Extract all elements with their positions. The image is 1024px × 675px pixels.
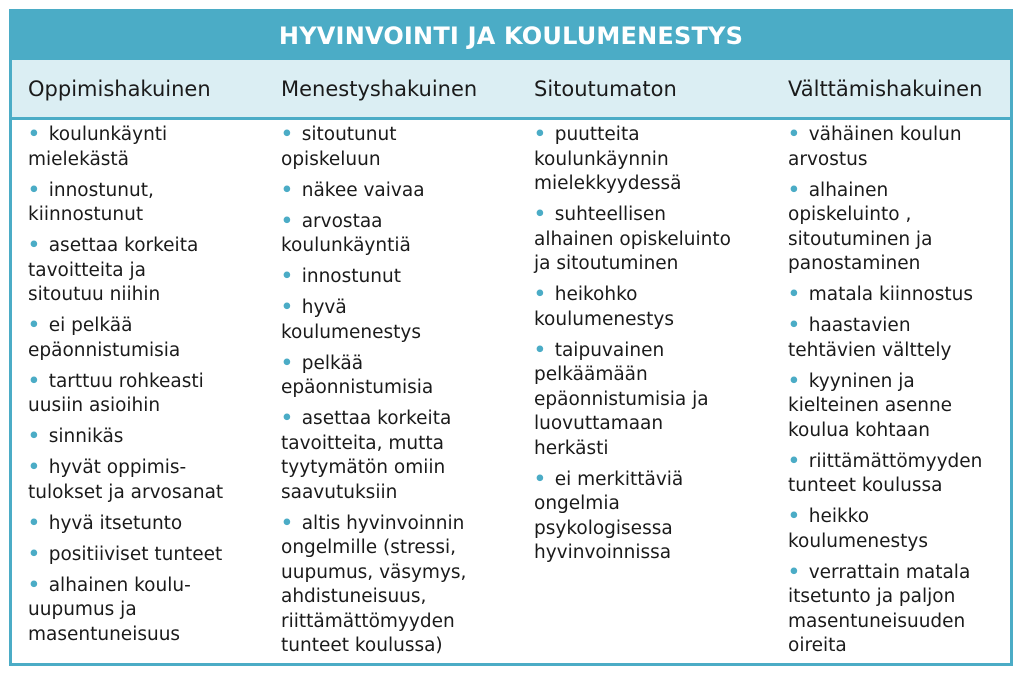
list-item-line: tyytymätön omiin [281,457,446,478]
list-item [28,512,273,537]
list-item-line: tunteet koulussa [788,475,943,496]
bullet-icon: • [28,179,40,201]
bullet-icon: • [28,235,40,256]
bullet-icon: • [28,370,40,392]
list-item [28,456,273,505]
list-item-line: • vähäinen koulun [788,124,962,145]
list-item-line: • heikko [788,506,870,527]
bullet-icon: • [28,426,40,447]
list-item-line: mielekkyydessä [534,173,682,194]
list-item-line: masentuneisuuden [788,610,966,632]
list-item-line: • puutteita [534,124,640,145]
list-item-line: • asettaa korkeita [28,235,199,256]
list-item-line: • ei merkittäviä [534,468,684,490]
list-item-line: epäonnistumisia [281,377,434,398]
list-item-line: kiinnostunut [28,204,144,225]
list-item-line: tehtävien välttely [788,339,952,361]
list-item-line: psykologisessa [534,517,673,539]
list-item-line: • sinnikäs [28,426,124,447]
list-item-line: • positiiviset tunteet [28,543,223,565]
list-item-line: pelkäämään [534,364,648,385]
list-item-line: • taipuvainen [534,339,665,361]
bullet-icon: • [28,457,40,478]
list-item-line: • sitoutunut [281,124,397,145]
list-item-line: • ei pelkää [28,315,133,336]
list-item-line: • asettaa korkeita [281,408,452,429]
list-item [788,505,1010,554]
list-item-line: • kyyninen ja [788,370,915,392]
list-item-line: ja sitoutuminen [534,253,679,274]
list-item-line: • pelkää [281,352,364,374]
list-item-line: • verrattain matala [788,561,971,583]
list-item-line: oireita [788,635,847,656]
column-header-sitoutumaton: Sitoutumaton [534,76,677,101]
list-item [788,561,1010,659]
list-item-line: • hyvät oppimis- [28,457,187,478]
list-item-line: kielteinen asenne [788,395,953,416]
list-item-line: alhainen opiskeluinto [534,228,731,250]
list-item [28,543,273,568]
list-item-line: • arvostaa [281,210,383,232]
list-item [534,339,779,462]
bullet-icon: • [534,468,546,490]
list-item-line: koulumenestys [788,530,928,552]
list-item-line: uupumus, väsymys, [281,561,467,583]
list-item [534,283,779,332]
bullet-icon: • [534,124,546,145]
list-item-line: • hyvä itsetunto [28,512,183,534]
list-item-line: • altis hyvinvoinnin [281,512,465,534]
column-menestyshakuinen [281,123,526,665]
list-item-line: koulunkäynnin [534,148,669,170]
bullet-icon: • [28,124,40,145]
bullet-icon: • [788,450,800,472]
list-item [788,314,1010,363]
list-item-line: opiskeluun [281,148,381,170]
list-item-line: mielekästä [28,148,130,170]
bullet-icon: • [788,370,800,392]
list-item [281,512,526,659]
bullet-icon: • [788,284,800,305]
list-item-line: koulumenestys [281,321,421,343]
list-item [28,425,273,450]
list-item-line: koulua kohtaan [788,419,930,441]
list-item [28,370,273,419]
list-item-line: • hyvä [281,297,347,318]
bullet-icon: • [788,179,800,201]
list-item-line: • haastavien [788,315,911,336]
list-item-line: sitoutuu niihin [28,284,161,305]
list-item [788,123,1010,172]
list-item-line: • suhteellisen [534,204,666,225]
list-item-line: herkästi [534,437,609,459]
list-item [534,468,779,566]
list-item-line: • tarttuu rohkeasti [28,370,204,392]
list-item-line: arvostus [788,148,868,170]
list-item-line: luovuttamaan [534,413,664,434]
table-frame [9,9,1013,666]
column-header-row [12,60,1010,120]
bullet-icon: • [28,574,40,596]
bullet-icon: • [281,179,293,201]
list-item-line: • näkee vaivaa [281,179,425,201]
column-sitoutumaton [534,123,779,572]
list-item [281,407,526,505]
bullet-icon: • [281,297,293,318]
bullet-icon: • [28,315,40,336]
bullet-icon: • [788,561,800,583]
bullet-icon: • [281,408,293,429]
bullet-icon: • [28,512,40,534]
list-item-line: hyvinvoinnissa [534,542,672,563]
list-item [534,203,779,277]
list-item-line: panostaminen [788,253,921,274]
list-item [28,234,273,308]
list-item-line: koulunkäyntiä [281,235,411,256]
list-item [28,314,273,363]
list-item [788,179,1010,277]
list-item [281,179,526,204]
list-item-line: masentuneisuus [28,623,181,645]
table-title: HYVINVOINTI JA KOULUMENESTYS [12,12,1010,60]
column-valttamishakuinen [788,123,1010,665]
list-item-line: • riittämättömyyden [788,450,983,472]
list-item-line: koulumenestys [534,308,674,330]
list-item-line: • koulunkäynti [28,124,168,145]
list-item-line: itsetunto ja paljon [788,586,956,607]
list-item-line: • innostunut, [28,179,154,201]
list-item [28,574,273,648]
bullet-icon: • [28,543,40,565]
bullet-icon: • [281,124,293,145]
bullet-icon: • [788,124,800,145]
list-item [28,123,273,172]
column-oppimishakuinen [28,123,273,654]
list-item-line: uusiin asioihin [28,395,161,416]
list-item [281,123,526,172]
list-item-line: sitoutuminen ja [788,228,933,250]
list-item-line: saavutuksiin [281,481,398,503]
list-item [281,296,526,345]
list-item [281,265,526,290]
bullet-icon: • [788,315,800,336]
bullet-icon: • [788,506,800,527]
list-item-line: uupumus ja [28,599,137,620]
list-item-line: riittämättömyyden [281,610,455,632]
bullet-icon: • [281,266,293,287]
list-item [534,123,779,197]
list-item [28,179,273,228]
list-item-line: ongelmille (stressi, [281,537,457,558]
list-item-line: • alhainen koulu- [28,574,191,596]
list-item-line: • alhainen [788,179,889,201]
list-item-line: opiskeluinto , [788,204,912,225]
bullet-icon: • [281,352,293,374]
list-item-line: epäonnistumisia [28,339,181,361]
list-item-line: tunteet koulussa) [281,635,443,656]
bullet-icon: • [534,284,546,305]
bullet-icon: • [534,204,546,225]
list-item-line: ongelmia [534,493,620,514]
list-item-line: tavoitteita, mutta [281,432,444,454]
list-item [281,210,526,259]
list-item-line: • heikohko [534,284,638,305]
column-header-oppimishakuinen: Oppimishakuinen [28,76,211,101]
list-item [788,370,1010,444]
bullet-icon: • [534,339,546,361]
list-item [281,352,526,401]
bullet-icon: • [281,210,293,232]
list-item [788,283,1010,308]
column-header-valttamishakuinen: Välttämishakuinen [788,76,983,101]
list-item-line: • matala kiinnostus [788,284,974,305]
list-item-line: ahdistuneisuus, [281,586,427,607]
list-item-line: epäonnistumisia ja [534,388,709,410]
list-item [788,450,1010,499]
column-header-menestyshakuinen: Menestyshakuinen [281,76,478,101]
list-item-line: tavoitteita ja [28,259,146,281]
bullet-icon: • [281,512,293,534]
list-item-line: tulokset ja arvosanat [28,481,224,503]
list-item-line: • innostunut [281,266,401,287]
